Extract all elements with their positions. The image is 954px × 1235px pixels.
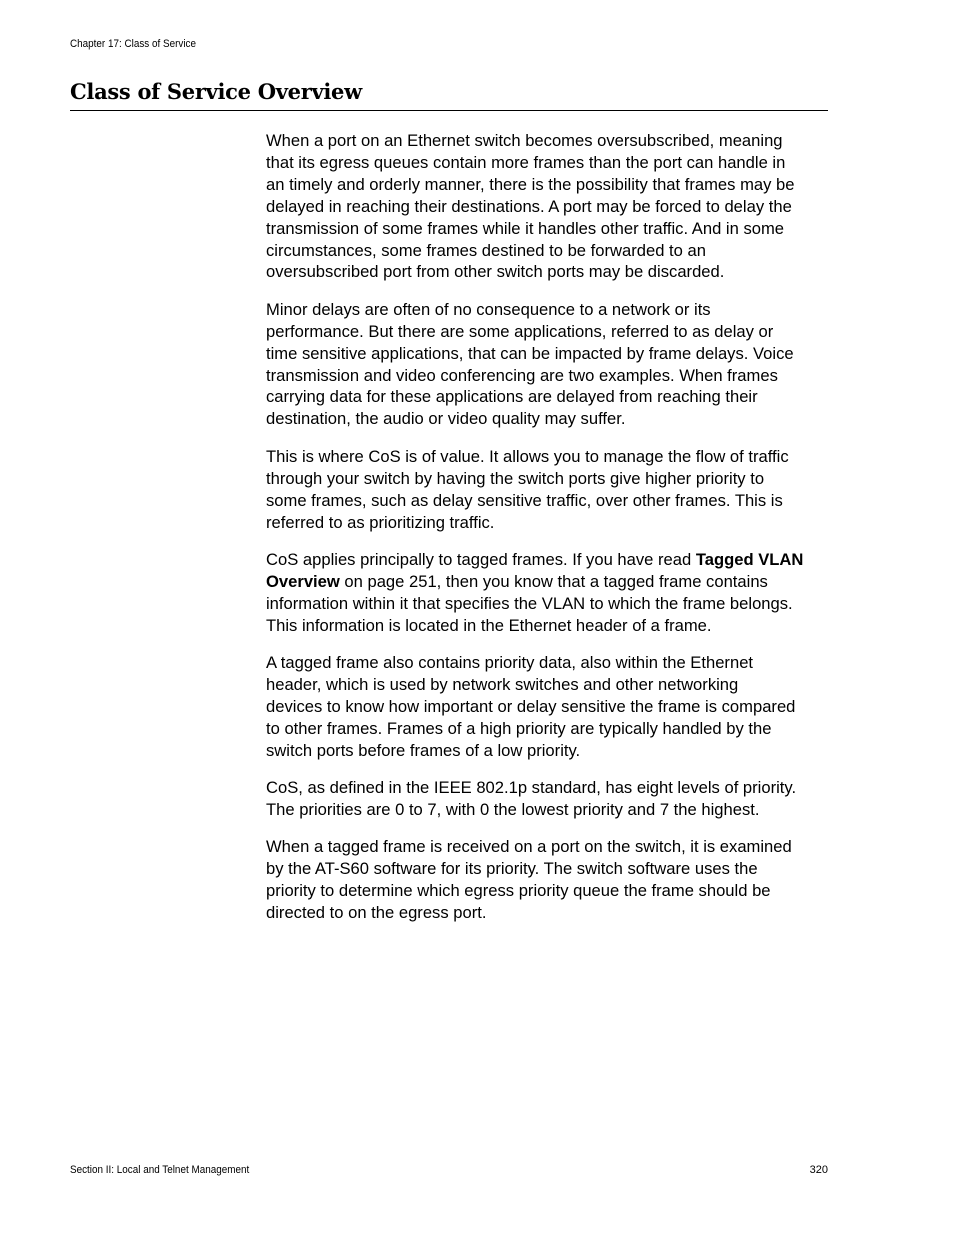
- text-line: A tagged frame also contains priority data, also within the Ethernet: [266, 653, 754, 673]
- text-line: information within it that specifies the VLAN to which the frame belongs.: [266, 593, 793, 613]
- text-line: transmission and video conferencing are two examples. When frames: [266, 365, 778, 385]
- text-line: CoS, as defined in the IEEE 802.1p standard, has eight levels of priority.: [266, 778, 797, 798]
- text-line: delayed in reaching their destinations. A port may be forced to delay the: [266, 196, 792, 216]
- text-line: When a port on an Ethernet switch becomes oversubscribed, meaning: [266, 131, 783, 150]
- text-line: When a tagged frame is received on a port on the switch, it is examined: [266, 837, 792, 857]
- text-line: carrying data for these applications are delayed from reaching their: [266, 387, 758, 407]
- text-line: switch ports before frames of a low priority.: [266, 740, 581, 760]
- footer-section: Section II: Local and Telnet Management: [70, 1164, 250, 1176]
- tagged-vlan-overview-link-cont[interactable]: Overview: [266, 571, 340, 591]
- paragraph-ieee-levels: [266, 777, 828, 821]
- paragraph-tagged-frame-received: [266, 836, 828, 924]
- text-line: [266, 549, 828, 571]
- text-line: header, which is used by network switches and other networking: [266, 674, 739, 694]
- paragraph-oversubscription: [266, 130, 828, 283]
- text-line: time sensitive applications, that can be impacted by frame delays. Voice: [266, 343, 794, 363]
- text-line: circumstances, some frames destined to be forwarded to an: [266, 240, 706, 260]
- text-line: to other frames. Frames of a high priority are typically handled by the: [266, 718, 772, 738]
- text-line: destination, the audio or video quality may suffer.: [266, 409, 626, 429]
- text-line: that its egress queues contain more frames than the port can handle in: [266, 152, 786, 172]
- running-header: Chapter 17: Class of Service: [70, 38, 197, 50]
- paragraph-cos-value: [266, 446, 828, 534]
- text-line: oversubscribed port from other switch ports may be discarded.: [266, 262, 725, 282]
- paragraph-priority-data: [266, 652, 828, 762]
- body-text: [266, 130, 828, 940]
- paragraph-minor-delays: [266, 299, 828, 430]
- text-line: directed to on the egress port.: [266, 903, 487, 923]
- text-line: through your switch by having the switch ports give higher priority to: [266, 468, 765, 488]
- text-line: This is where CoS is of value. It allows you to manage the flow of traffic: [266, 446, 789, 466]
- text-line: some frames, such as delay sensitive traffic, over other frames. This is: [266, 490, 783, 510]
- section-title: Class of Service Overview: [70, 78, 828, 111]
- text-line: devices to know how important or delay sensitive the frame is compared: [266, 696, 796, 716]
- text-run: CoS applies principally to tagged frames. If you have read: [266, 549, 696, 569]
- text-line: by the AT-S60 software for its priority. The switch software uses the: [266, 859, 758, 879]
- text-line: an timely and orderly manner, there is the possibility that frames may be: [266, 174, 795, 194]
- text-line: referred to as prioritizing traffic.: [266, 512, 495, 532]
- text-line: The priorities are 0 to 7, with 0 the lowest priority and 7 the highest.: [266, 799, 760, 819]
- page-number: 320: [809, 1164, 828, 1176]
- text-line: transmission of some frames while it handles other traffic. And in some: [266, 218, 785, 238]
- text-line: Minor delays are often of no consequence to a network or its: [266, 299, 711, 319]
- text-line: priority to determine which egress priority queue the frame should be: [266, 881, 771, 901]
- text-line: performance. But there are some applications, referred to as delay or: [266, 321, 774, 341]
- paragraph-tagged-frames: [266, 549, 828, 637]
- text-run: on page 251, then you know that a tagged frame contains: [339, 571, 768, 591]
- tagged-vlan-overview-link[interactable]: Tagged VLAN: [695, 549, 804, 569]
- text-line: This information is located in the Ethernet header of a frame.: [266, 615, 712, 635]
- text-line: [266, 571, 828, 593]
